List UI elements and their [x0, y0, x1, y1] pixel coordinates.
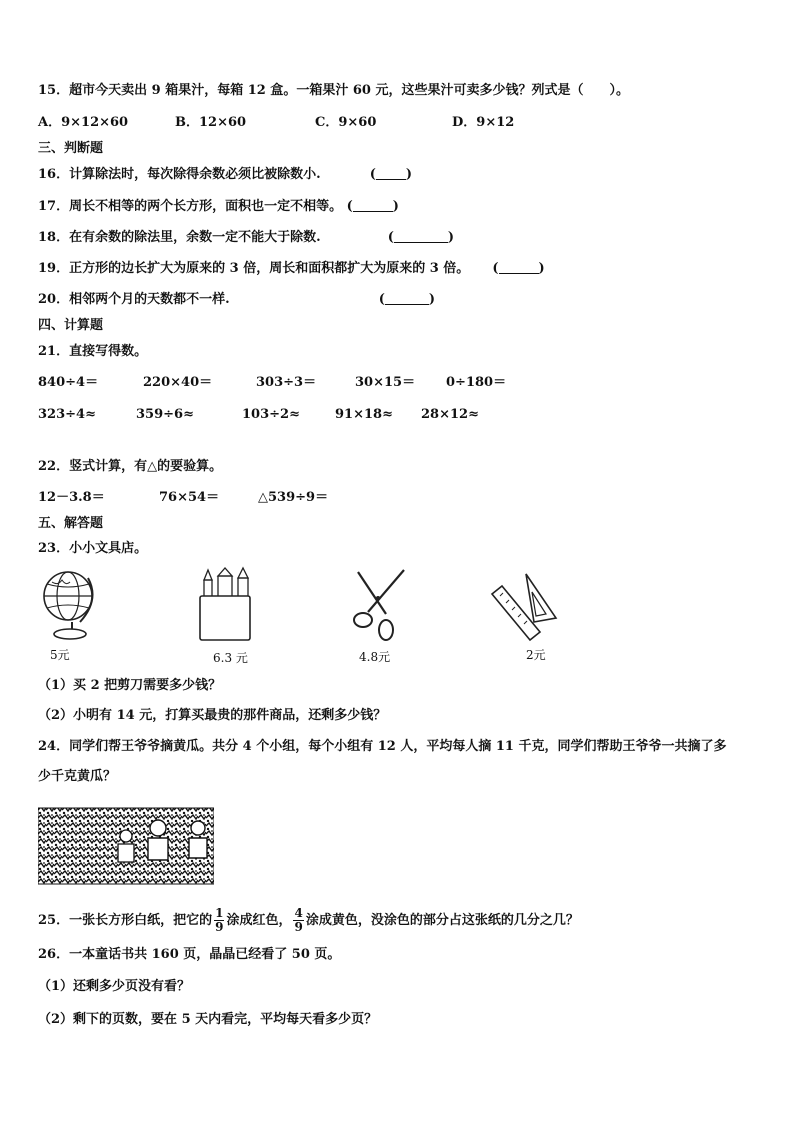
- question-21: 21．直接写得数。: [38, 344, 148, 359]
- price-pencil-cup: 6.3 元: [213, 651, 248, 665]
- ruler-set-icon: [488, 570, 562, 642]
- option-d: D．9×12: [452, 115, 515, 130]
- question-23: 23．小小文具店。: [38, 541, 148, 556]
- price-ruler-set: 2元: [526, 648, 546, 662]
- question-25: 25．一张长方形白纸，把它的 $\frac{1}{9}$ 涂成红色， $\frac{4}{9}$ 涂成黄色，没涂色的部分占这张纸的几分之几？: [38, 906, 579, 934]
- calc-item: 76×54＝: [159, 490, 220, 505]
- calc-item: 0÷180＝: [446, 375, 507, 390]
- question-23-sub-2: （2）小明有 14 元，打算买最贵的那件商品，还剩多少钱？: [38, 708, 387, 723]
- option-a: A．9×12×60: [38, 115, 129, 130]
- calc-item: 30×15＝: [355, 375, 416, 390]
- calc-item: △539÷9＝: [258, 490, 329, 505]
- question-text: 16．计算除法时，每次除得余数必须比被除数小.: [38, 167, 321, 182]
- section-heading-judge: 三、判断题: [38, 141, 104, 156]
- globe-icon: [38, 566, 98, 642]
- question-17: [38, 198, 399, 216]
- calc-item: 103÷2≈: [242, 407, 300, 422]
- calc-item: 359÷6≈: [136, 407, 194, 422]
- calc-item: 28×12≈: [421, 407, 479, 422]
- section-heading-solve: 五、解答题: [38, 516, 104, 531]
- scissors-icon: [346, 566, 416, 644]
- answer-paren[interactable]: ( ): [369, 167, 412, 182]
- answer-paren[interactable]: ( ): [346, 199, 399, 214]
- cucumber-picking-illustration: [38, 798, 214, 886]
- calc-item: 91×18≈: [335, 407, 393, 422]
- question-24-line-2: 少千克黄瓜？: [38, 769, 117, 784]
- calc-item: 303÷3＝: [256, 375, 317, 390]
- question-23-sub-1: （1）买 2 把剪刀需要多少钱？: [38, 678, 222, 693]
- question-text: 20．相邻两个月的天数都不一样.: [38, 292, 230, 307]
- question-text: 18．在有余数的除法里，余数一定不能大于除数.: [38, 230, 321, 245]
- question-26-sub-2: （2）剩下的页数，要在 5 天内看完，平均每天看多少页？: [38, 1012, 378, 1027]
- calc-item: 323÷4≈: [38, 407, 96, 422]
- fraction-4-9: $\frac{4}{9}$: [294, 906, 303, 934]
- answer-paren[interactable]: ( ): [492, 261, 545, 276]
- calc-item: 12－3.8＝: [38, 490, 105, 505]
- question-22: 22．竖式计算，有△的要验算。: [38, 459, 223, 474]
- question-19: [38, 260, 545, 278]
- price-scissors: 4.8元: [359, 650, 391, 664]
- calc-item: 840÷4＝: [38, 375, 99, 390]
- option-c: C．9×60: [315, 115, 377, 130]
- answer-paren[interactable]: ( ): [387, 230, 454, 245]
- price-globe: 5元: [50, 648, 70, 662]
- question-text: 17．周长不相等的两个长方形，面积也一定不相等。: [38, 199, 343, 214]
- question-text: 19．正方形的边长扩大为原来的 3 倍，周长和面积都扩大为原来的 3 倍。: [38, 261, 470, 276]
- question-26: 26．一本童话书共 160 页，晶晶已经看了 50 页。: [38, 947, 341, 962]
- pencil-cup-icon: [196, 566, 254, 644]
- question-15: 15．超市今天卖出 9 箱果汁，每箱 12 盒。一箱果汁 60 元，这些果汁可卖多少钱？列式是（ ）。: [38, 83, 629, 98]
- calc-item: 220×40＝: [143, 375, 213, 390]
- question-26-sub-1: （1）还剩多少页没有看？: [38, 979, 191, 994]
- question-24-line-1: 24．同学们帮王爷爷摘黄瓜。共分 4 个小组，每个小组有 12 人，平均每人摘 11 千克，同学们帮助王爷爷一共摘了多: [38, 739, 727, 754]
- fraction-1-9: $\frac{1}{9}$: [215, 906, 224, 934]
- answer-paren[interactable]: ( ): [378, 292, 435, 307]
- question-16: [38, 166, 412, 184]
- question-20: [38, 291, 435, 309]
- section-heading-calc: 四、计算题: [38, 318, 104, 333]
- option-b: B．12×60: [175, 115, 247, 130]
- question-18: [38, 229, 454, 247]
